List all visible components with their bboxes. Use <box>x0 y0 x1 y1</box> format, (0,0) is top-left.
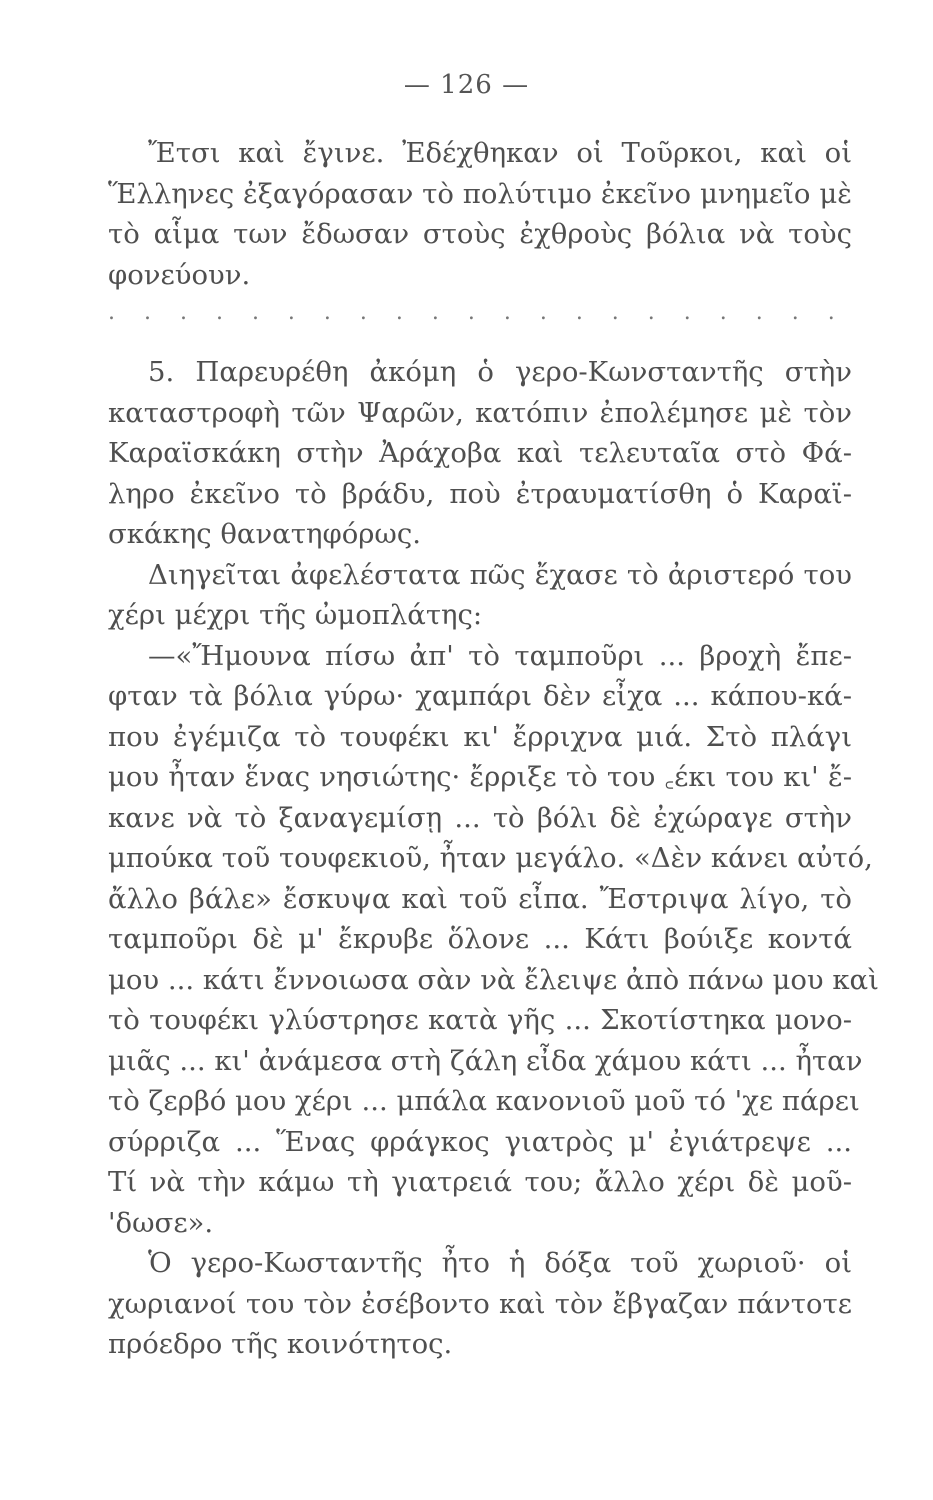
text-line: χωριανοί του τὸν ἐσέβοντο καὶ τὸν ἔβγαζαν πάντοτε <box>108 1287 852 1320</box>
text-line: μου ... κάτι ἔννοιωσα σὰν νὰ ἔλειψε ἀπὸ πάνω μου καὶ <box>108 963 879 996</box>
text-line: χέρι μέχρι τῆς ὠμοπλάτης: <box>108 599 483 631</box>
text-line: κανε νὰ τὸ ξαναγεμίσῃ ... τὸ βόλι δὲ ἐχώραγε στὴν <box>108 801 852 834</box>
text-line: τὸ τουφέκι γλύστρησε κατὰ γῆς ... Σκοτίστηκα μονο- <box>108 1004 852 1036</box>
text-line: σκάκης θανατηφόρως. <box>108 518 421 550</box>
text-line: —«Ἤμουνα πίσω ἀπ' τὸ ταμποῦρι ... βροχὴ ἔπε- <box>148 639 852 672</box>
text-line: τὸ ζερβό μου χέρι ... μπάλα κανονιοῦ μοῦ τό 'χε πάρει <box>108 1085 860 1117</box>
text-line: Ἔτσι καὶ ἔγινε. Ἐδέχθηκαν οἱ Τοῦρκοι, καὶ οἱ <box>148 137 852 169</box>
page-number: — 126 — <box>403 70 530 100</box>
text-line: μου ἦταν ἕνας νησιώτης· ἔρριξε τὸ του ꜀έκι του κι' ἔ- <box>108 761 852 793</box>
text-line: 5. Παρευρέθη ἀκόμη ὁ γερο-Κωνσταντῆς στὴν <box>148 356 852 388</box>
text-line: τὸ αἷμα των ἔδωσαν στοὺς ἐχθροὺς βόλια νὰ τοὺς <box>108 218 852 250</box>
separator-dots: . . . . . . . . . . . . . . . . . . . . . <box>108 300 846 325</box>
text-line: μπούκα τοῦ τουφεκιοῦ, ἦταν μεγάλο. «Δὲν κάνει αὐτό, <box>108 842 873 874</box>
section-separator <box>108 300 852 330</box>
text-line: Ἕλληνες ἐξαγόρασαν τὸ πολύτιμο ἐκεῖνο μνημεῖο μὲ <box>108 177 852 210</box>
paragraph-1 <box>108 133 852 295</box>
text-line: ταμποῦρι δὲ μ' ἔκρυβε ὅλονε ... Κάτι βούιξε κοντά <box>108 923 852 955</box>
text-line: Καραϊσκάκη στὴν Ἀράχοβα καὶ τελευταῖα στὸ Φά- <box>108 437 852 469</box>
text-line: πρόεδρο τῆς κοινότητος. <box>108 1328 453 1360</box>
text-line: σύρριζα ... Ἕνας φράγκος γιατρὸς μ' ἐγιάτρεψε ... <box>108 1125 852 1158</box>
text-line: Τί νὰ τὴν κάμω τὴ γιατρειά του; ἄλλο χέρι δὲ μοῦ- <box>108 1166 852 1198</box>
text-line: Διηγεῖται ἀφελέστατα πῶς ἔχασε τὸ ἀριστερό του <box>148 558 852 591</box>
text-line: φταν τὰ βόλια γύρω· χαμπάρι δὲν εἶχα ... κάπου-κά- <box>108 680 852 712</box>
text-line: φονεύουν. <box>108 258 251 291</box>
text-line: μιᾶς ... κι' ἀνάμεσα στὴ ζάλη εἶδα χάμου κάτι ... ἦταν <box>108 1044 863 1077</box>
text-line: 'δωσε». <box>108 1206 214 1239</box>
text-line: Ὁ γερο-Κωσταντῆς ἦτο ἡ δόξα τοῦ χωριοῦ· οἱ <box>148 1247 852 1279</box>
text-line: καταστροφὴ τῶν Ψαρῶν, κατόπιν ἐπολέμησε μὲ τὸν <box>108 396 852 429</box>
text-line: ἄλλο βάλε» ἔσκυψα καὶ τοῦ εἶπα. Ἔστριψα λίγο, τὸ <box>108 882 852 915</box>
paragraph-2 <box>108 352 879 1365</box>
text-line: ληρο ἐκεῖνο τὸ βράδυ, ποὺ ἐτραυματίσθη ὁ Καραϊ- <box>108 477 852 510</box>
text-line: που ἐγέμιζα τὸ τουφέκι κι' ἔρριχνα μιά. Στὸ πλάγι <box>108 720 852 753</box>
